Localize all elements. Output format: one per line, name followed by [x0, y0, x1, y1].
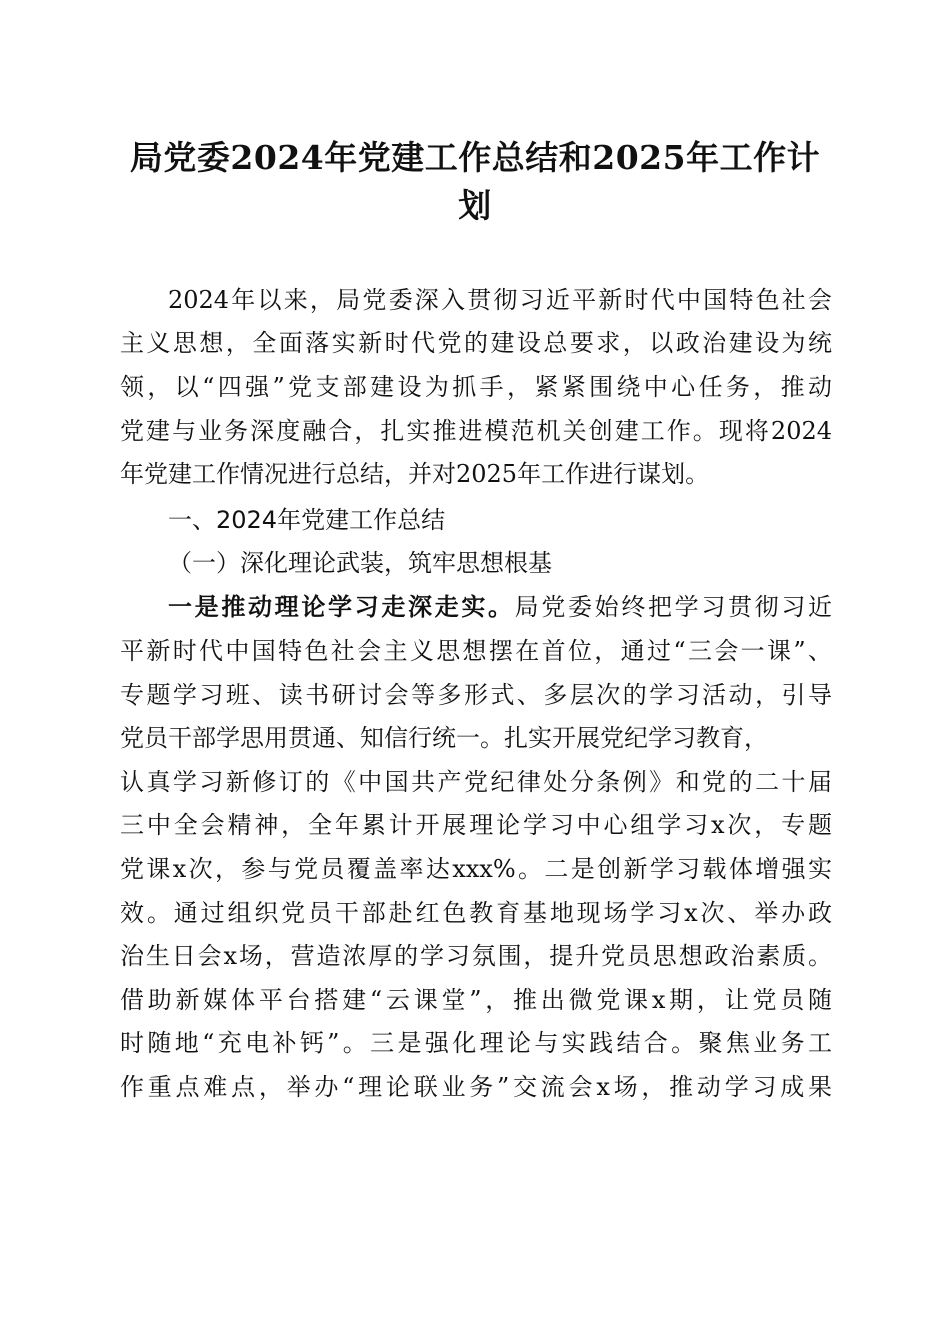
- body-line: 治生日会x场，营造浓厚的学习氛围，提升党员思想政治素质。: [120, 942, 832, 970]
- body-line: 借助新媒体平台搭建“云课堂”，推出微党课x期，让党员随: [120, 986, 832, 1014]
- body-line: 认真学习新修订的《中国共产党纪律处分条例》和党的二十届: [120, 768, 832, 796]
- body-text: 局党委始终把学习贯彻习近: [514, 593, 833, 621]
- body-line: [168, 592, 833, 621]
- subsection-heading: （一）深化理论武装，筑牢思想根基: [168, 549, 552, 577]
- body-line: 效。通过组织党员干部赴红色教育基地现场学习x次、举办政: [120, 899, 832, 927]
- body-line: 专题学习班、读书研讨会等多形式、多层次的学习活动，引导: [120, 681, 832, 709]
- body-line: 时随地“充电补钙”。三是强化理论与实践结合。聚焦业务工: [120, 1029, 832, 1057]
- document-title-line-1: 局党委2024年党建工作总结和2025年工作计: [129, 138, 821, 177]
- lead-point-bold: 一是推动理论学习走深走实。: [168, 592, 515, 621]
- body-line: 平新时代中国特色社会主义思想摆在首位，通过“三会一课”、: [120, 637, 832, 665]
- document-title-line-2: 划: [458, 186, 492, 225]
- body-line: 党员干部学思用贯通、知信行统一。扎实开展党纪学习教育，: [120, 724, 768, 752]
- intro-line: 主义思想，全面落实新时代党的建设总要求，以政治建设为统: [120, 329, 832, 357]
- intro-line: 年党建工作情况进行总结，并对2025年工作进行谋划。: [120, 460, 710, 488]
- section-heading: 一、2024年党建工作总结: [168, 506, 446, 534]
- body-line: 作重点难点，举办“理论联业务”交流会x场，推动学习成果: [120, 1073, 832, 1101]
- intro-line: 领，以“四强”党支部建设为抓手，紧紧围绕中心任务，推动: [120, 373, 832, 401]
- body-line: 三中全会精神，全年累计开展理论学习中心组学习x次，专题: [120, 811, 832, 839]
- intro-line: 2024年以来，局党委深入贯彻习近平新时代中国特色社会: [168, 286, 832, 314]
- body-line: 党课x次，参与党员覆盖率达xxx%。二是创新学习载体增强实: [120, 855, 832, 883]
- intro-line: 党建与业务深度融合，扎实推进模范机关创建工作。现将2024: [120, 417, 832, 445]
